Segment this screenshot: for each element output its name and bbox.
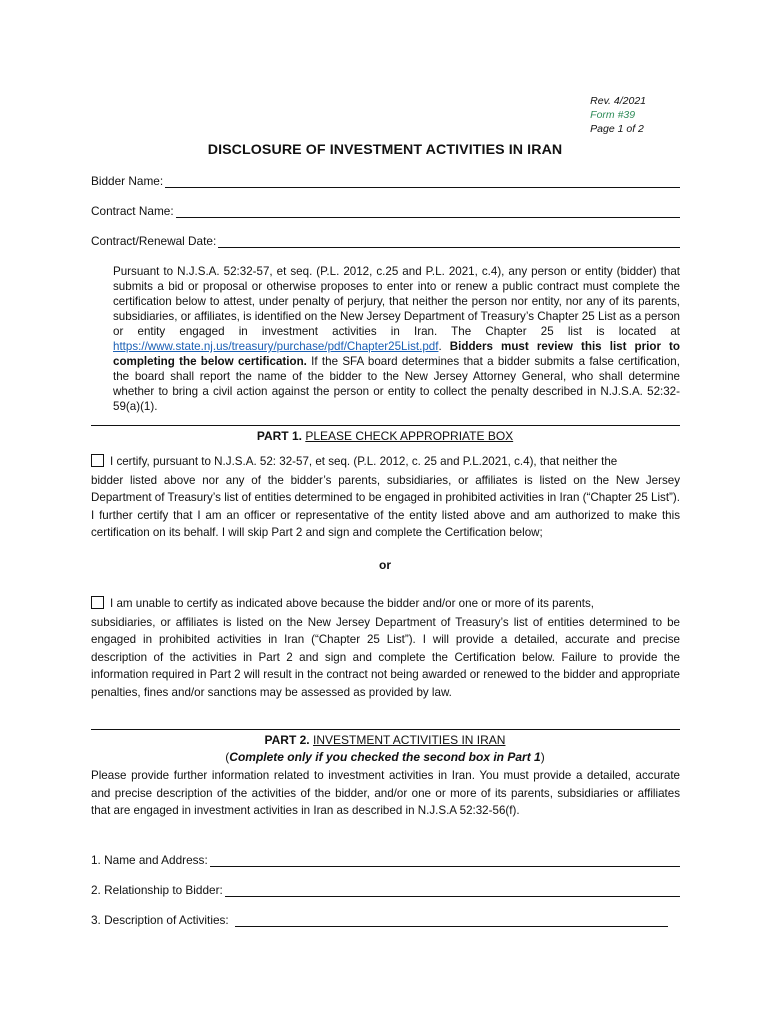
part1-label: PART 1. <box>256 429 302 443</box>
part2-title: INVESTMENT ACTIVITIES IN IRAN <box>312 733 506 747</box>
name-address-field[interactable] <box>91 853 680 867</box>
unable-to-certify-checkbox[interactable] <box>91 596 104 609</box>
description-label: 3. Description of Activities: <box>91 913 229 927</box>
form-revision-block <box>590 94 646 136</box>
page-title: DISCLOSURE OF INVESTMENT ACTIVITIES IN IRAN <box>207 142 563 158</box>
intro-paragraph <box>113 264 680 414</box>
certify-checkbox[interactable] <box>91 454 104 467</box>
part2-subtitle <box>0 750 770 764</box>
revision-date: Rev. 4/2021 <box>590 95 646 107</box>
chapter25-list-link[interactable]: https://www.state.nj.us/treasury/purchase/pdf/Chapter25List.pdf <box>113 340 439 353</box>
relationship-field[interactable] <box>91 883 680 897</box>
part2-subtitle-text: Complete only if you checked the second box in Part 1 <box>229 750 541 764</box>
divider-part1 <box>91 425 680 426</box>
relationship-label: 2. Relationship to Bidder: <box>91 883 223 897</box>
part2-heading <box>0 733 770 747</box>
description-field[interactable] <box>91 913 668 927</box>
relationship-input[interactable] <box>225 883 680 897</box>
part2-subtitle-close: ) <box>540 750 545 764</box>
divider-part2 <box>91 729 680 730</box>
part1-heading <box>0 429 770 443</box>
option2-text: subsidiaries, or affiliates is listed on the New Jersey Department of Treasury’s list of entities determined to be engaged in prohibited activities in Iran (“Chapter 25 List”). I will provide a detailed, accurate and precise description of the activities in Part 2 and sign and complete the Certification below. Failure to provide the information required in Part 2 will result in the contract not being awarded or renewed to the bidder and appropriate penalties, fines and/or sanctions may be assessed as provided by law. <box>91 615 680 699</box>
part2-text: Please provide further information related to investment activities in Iran. You must provide a detailed, accurate and precise description of the activities of the bidder, and/or one or more of its parents, subsidiaries or affiliates that are engaged in investment activities in Iran as described in N.J.S.A 52:32-56(f). <box>91 769 680 818</box>
bidder-name-label: Bidder Name: <box>91 174 164 188</box>
option1-first-line: I certify, pursuant to N.J.S.A. 52: 32-57, et seq. (P.L. 2012, c. 25 and P.L.2021, c.4), that neither the <box>110 455 618 468</box>
contract-renewal-date-label: Contract/Renewal Date: <box>91 234 217 248</box>
option2-first-line: I am unable to certify as indicated above because the bidder and/or one or more of its parents, <box>110 597 595 610</box>
name-address-label: 1. Name and Address: <box>91 853 208 867</box>
or-separator: or <box>379 558 391 572</box>
intro-text-2: If the SFA board determines that a bidder submits a false certification, the board shall report the name of the bidder to the New Jersey Attorney General, who shall determine whether to bring a civil action against the person or entity to collect the penalty described in N.J.S.A. 52:32-59(a)(1). <box>113 355 680 413</box>
contract-name-label: Contract Name: <box>91 204 174 218</box>
part2-label: PART 2. <box>264 733 310 747</box>
part1-title: PLEASE CHECK APPROPRIATE BOX <box>305 429 514 443</box>
contract-renewal-date-input[interactable] <box>218 234 680 248</box>
page-number: Page 1 of 2 <box>590 123 644 135</box>
option1-text: bidder listed above nor any of the bidder’s parents, subsidiaries, or affiliates is listed on the New Jersey Department of Treasury’s list of entities determined to be engaged in prohibited activities in Iran (“Chapter 25 List”). I further certify that I am an officer or representative of the entity listed above and am authorized to make this certification on its behalf. I will skip Part 2 and sign and complete the Certification below; <box>91 473 680 540</box>
description-input[interactable] <box>235 913 668 927</box>
name-address-input[interactable] <box>210 853 680 867</box>
contract-name-field[interactable] <box>91 204 680 218</box>
part1-option1 <box>91 453 680 542</box>
intro-bold-notice: Bidders must review this list prior to completing the below certification. <box>113 340 681 368</box>
intro-text-1: Pursuant to N.J.S.A. 52:32-57, et seq. (P.L. 2012, c.25 and P.L. 2021, c.4), any person or entity (bidder) that submits a bid or proposal or otherwise proposes to enter into or renew a public contract must complete the certification below to attest, under penalty of perjury, that neither the person nor entity, nor any of its parents, subsidiaries, or affiliates, is identified on the New Jersey Department of Treasury’s Chapter 25 List as a person or entity engaged in investment activities in Iran. The Chapter 25 list is located at <box>113 265 680 338</box>
contract-name-input[interactable] <box>176 204 680 218</box>
contract-renewal-date-field[interactable] <box>91 234 680 248</box>
intro-link-suffix: . <box>438 340 450 353</box>
bidder-name-input[interactable] <box>165 174 680 188</box>
part1-option2 <box>91 595 680 702</box>
form-number: Form #39 <box>590 109 636 121</box>
bidder-name-field[interactable] <box>91 174 680 188</box>
part2-subtitle-open: ( <box>225 750 230 764</box>
